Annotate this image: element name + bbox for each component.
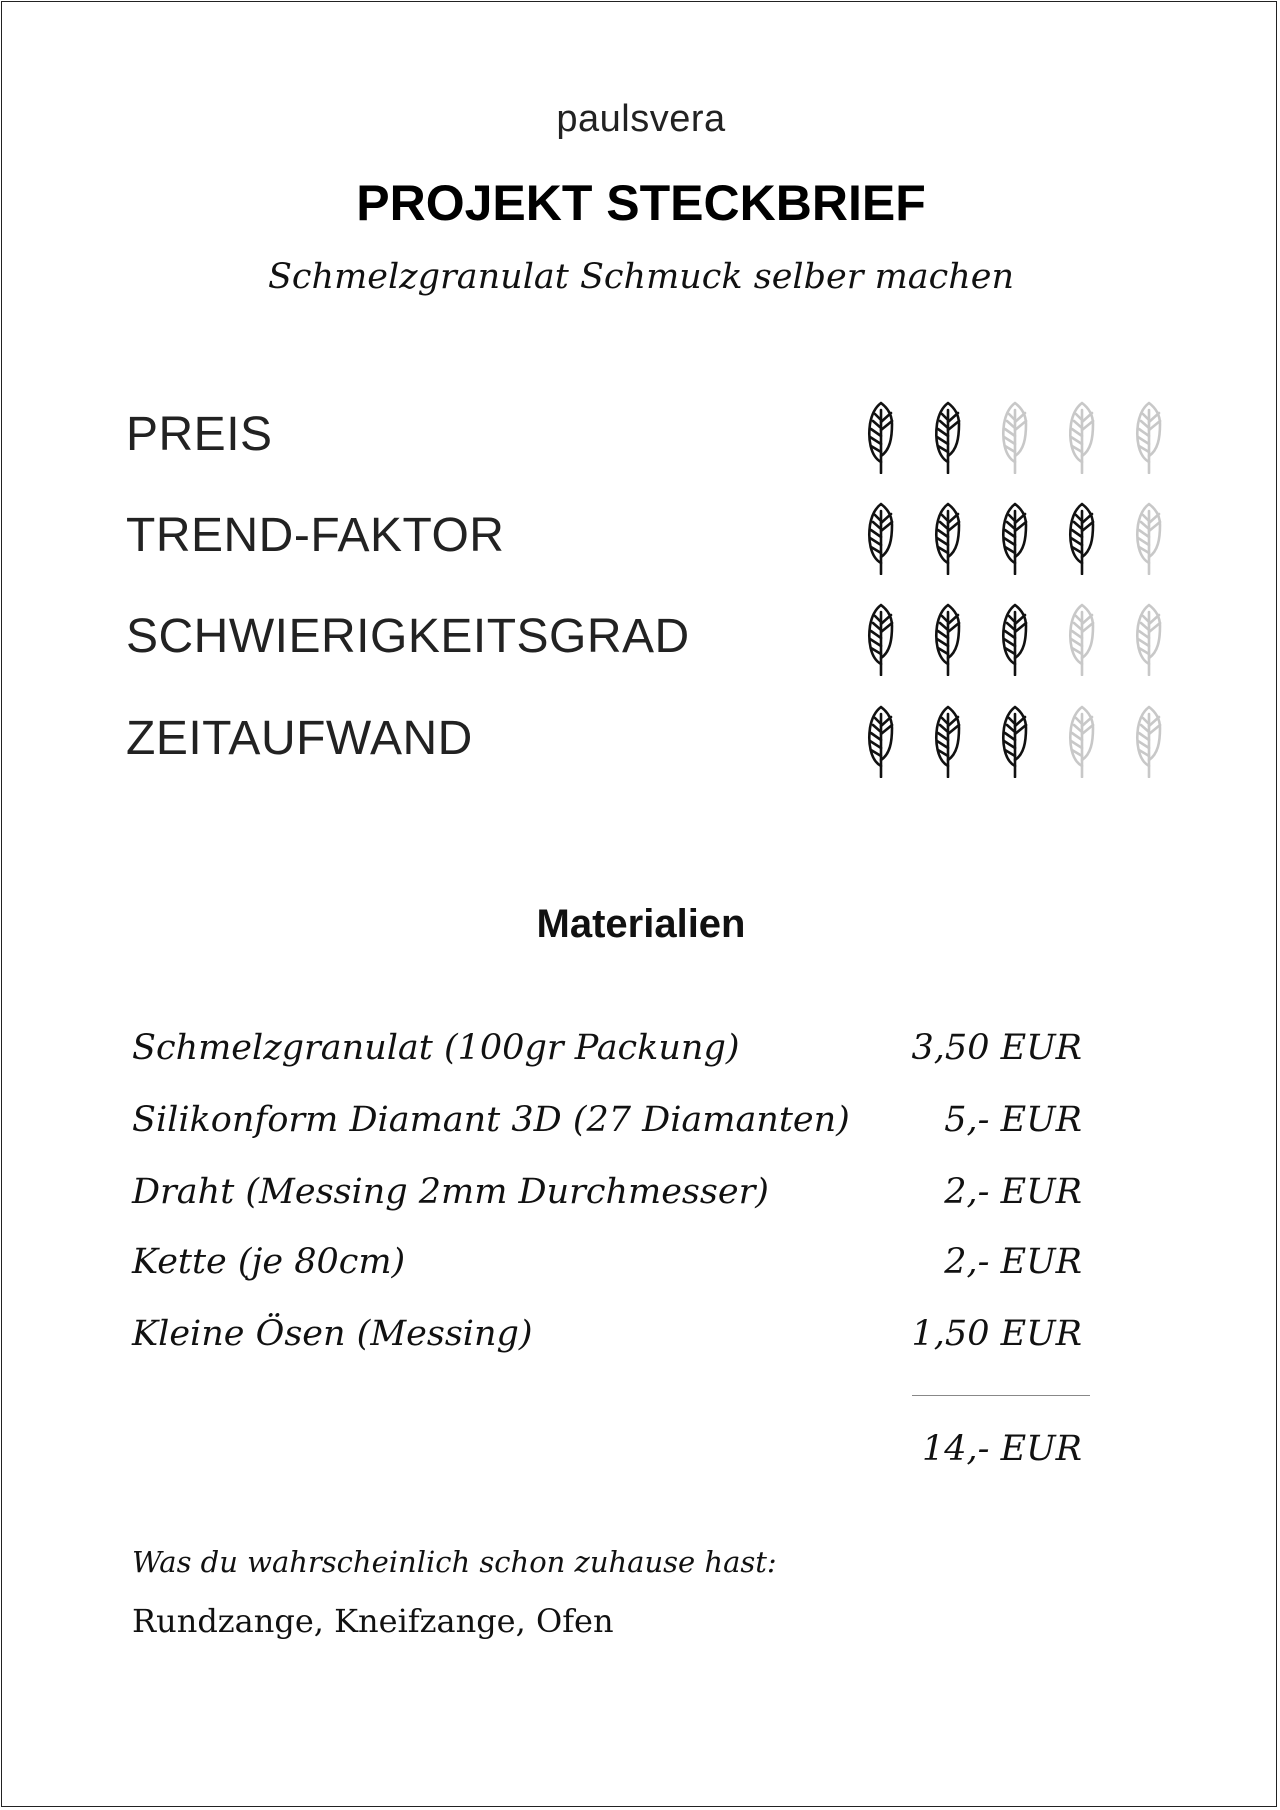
rating-row-zeitaufwand: [126, 699, 1186, 779]
material-row: [132, 1309, 1082, 1359]
feather-icon: [861, 602, 901, 676]
feather-icon: [928, 602, 968, 676]
feather-icon: [928, 501, 968, 575]
rating-label: ZEITAUFWAND: [126, 712, 473, 765]
material-row: [132, 1023, 1082, 1073]
feather-icon: [1129, 602, 1169, 676]
feather-icon: [928, 400, 968, 474]
material-name: Draht (Messing 2mm Durchmesser): [132, 1172, 769, 1212]
material-price: 3,50 EUR: [911, 1028, 1082, 1068]
feather-rating: [861, 400, 1181, 474]
page-subtitle: Schmelzgranulat Schmuck selber machen: [267, 257, 1015, 297]
feather-icon: [928, 704, 968, 778]
rating-label: PREIS: [126, 408, 273, 461]
material-price: 1,50 EUR: [911, 1314, 1082, 1354]
sum-divider: [912, 1395, 1090, 1396]
rating-label: TREND-FAKTOR: [126, 509, 505, 562]
feather-rating: [861, 602, 1181, 676]
material-price: 2,- EUR: [944, 1242, 1082, 1282]
at-home-items: Rundzange, Kneifzange, Ofen: [132, 1602, 614, 1640]
feather-icon: [995, 400, 1035, 474]
feather-icon: [1062, 400, 1102, 474]
material-price: 2,- EUR: [944, 1172, 1082, 1212]
feather-icon: [1129, 501, 1169, 575]
material-name: Kette (je 80cm): [132, 1242, 406, 1282]
feather-icon: [1129, 400, 1169, 474]
total-row: [132, 1424, 1082, 1474]
material-name: Silikonform Diamant 3D (27 Diamanten): [132, 1100, 850, 1140]
material-row: [132, 1167, 1082, 1217]
material-name: Schmelzgranulat (100gr Packung): [132, 1028, 740, 1068]
material-row: [132, 1237, 1082, 1287]
feather-rating: [861, 704, 1181, 778]
material-row: [132, 1095, 1082, 1145]
brand-name: paulsvera: [556, 98, 726, 140]
material-name: Kleine Ösen (Messing): [132, 1314, 533, 1354]
at-home-heading: Was du wahrscheinlich schon zuhause hast:: [132, 1545, 777, 1579]
materials-heading: Materialien: [536, 902, 746, 946]
rating-row-preis: [126, 395, 1186, 475]
feather-icon: [861, 501, 901, 575]
rating-row-schwierigkeitsgrad: [126, 597, 1186, 677]
feather-rating: [861, 501, 1181, 575]
rating-label: SCHWIERIGKEITSGRAD: [126, 610, 690, 663]
feather-icon: [1062, 501, 1102, 575]
feather-icon: [861, 704, 901, 778]
rating-row-trend-faktor: [126, 496, 1186, 576]
material-price: 5,- EUR: [944, 1100, 1082, 1140]
feather-icon: [1129, 704, 1169, 778]
feather-icon: [995, 501, 1035, 575]
feather-icon: [861, 400, 901, 474]
fact-sheet: [1, 1, 1277, 1807]
feather-icon: [1062, 704, 1102, 778]
feather-icon: [995, 602, 1035, 676]
page-title: PROJEKT STECKBRIEF: [356, 175, 926, 231]
total-price: 14,- EUR: [921, 1429, 1082, 1469]
feather-icon: [995, 704, 1035, 778]
feather-icon: [1062, 602, 1102, 676]
